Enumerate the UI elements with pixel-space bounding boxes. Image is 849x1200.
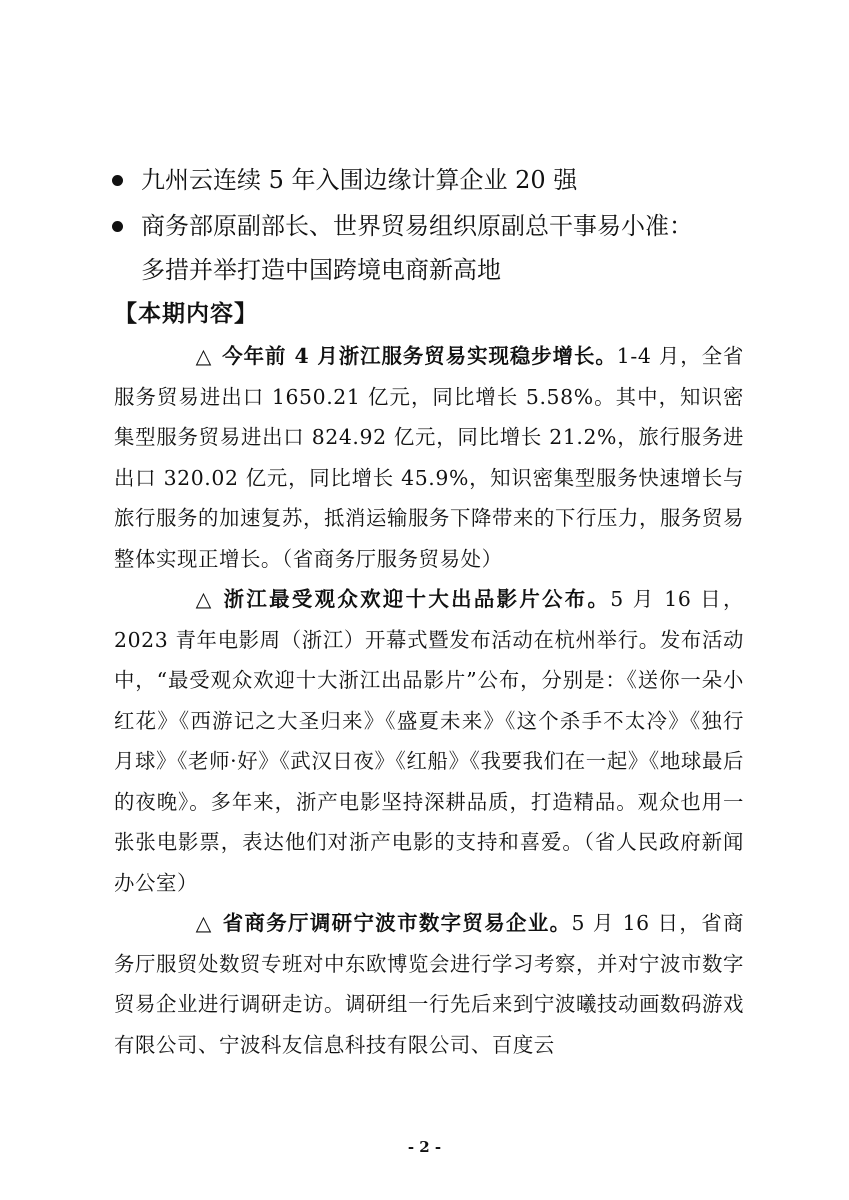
bullet-text-wrapper bbox=[141, 204, 752, 292]
news-headline bbox=[155, 344, 617, 368]
bullet-text: 商务部原副部长、世界贸易组织原副总干事易小准： bbox=[141, 212, 693, 240]
triangle-icon: △ bbox=[195, 587, 212, 611]
bullet-dot-icon bbox=[112, 221, 123, 232]
news-body: 1-4 月，全省服务贸易进出口 1650.21 亿元，同比增长 5.58%。其中，知识密集型服务贸易进出口 824.92 亿元，同比增长 21.2%，旅行服务进出口 320.02 亿元，同比增长 45.9%，知识密集型服务快速增长与旅行服务的加速复苏，抵消运输服务下降带来的下行压力，服务贸易整体实现正增长。（省商务厅服务贸易处） bbox=[114, 344, 744, 571]
headline-bullet-list bbox=[112, 158, 752, 292]
news-body: 5 月 16 日，省商务厅服贸处数贸专班对中东欧博览会进行学习考察，并对宁波市数字贸易企业进行调研走访。调研组一行先后来到宁波曦技动画数码游戏有限公司、宁波科友信息科技有限公司、百度云 bbox=[114, 911, 744, 1057]
news-items bbox=[114, 336, 744, 1065]
bullet-text-continuation: 多措并举打造中国跨境电商新高地 bbox=[141, 256, 501, 284]
news-item bbox=[114, 579, 744, 903]
news-headline bbox=[155, 911, 572, 935]
news-headline bbox=[155, 587, 611, 611]
bullet-item bbox=[112, 204, 752, 292]
triangle-icon: △ bbox=[195, 344, 212, 368]
triangle-icon: △ bbox=[195, 911, 212, 935]
news-headline-text: 今年前 4 月浙江服务贸易实现稳步增长。 bbox=[221, 344, 617, 368]
bullet-text: 九州云连续 5 年入围边缘计算企业 20 强 bbox=[141, 166, 578, 194]
news-item bbox=[114, 336, 744, 579]
bullet-item bbox=[112, 158, 752, 202]
news-item bbox=[114, 903, 744, 1065]
news-body: 5 月 16 日，2023 青年电影周（浙江）开幕式暨发布活动在杭州举行。发布活动中，“最受观众欢迎十大浙江出品影片”公布，分别是：《送你一朵小红花》《西游记之大圣归来》《盛夏未来》《这个杀手不太冷》《独行月球》《老师·好》《武汉日夜》《红船》《我要我们在一起》《地球最后的夜晚》。多年来，浙产电影坚持深耕品质，打造精品。观众也用一张张电影票，表达他们对浙产电影的支持和喜爱。（省人民政府新闻办公室） bbox=[114, 587, 744, 895]
section-label: 【本期内容】 bbox=[114, 300, 258, 327]
page-number: - 2 - bbox=[407, 1138, 442, 1156]
news-headline-text: 省商务厅调研宁波市数字贸易企业。 bbox=[221, 911, 572, 935]
news-headline-text: 浙江最受观众欢迎十大出品影片公布。 bbox=[221, 587, 611, 611]
bullet-dot-icon bbox=[112, 175, 123, 186]
